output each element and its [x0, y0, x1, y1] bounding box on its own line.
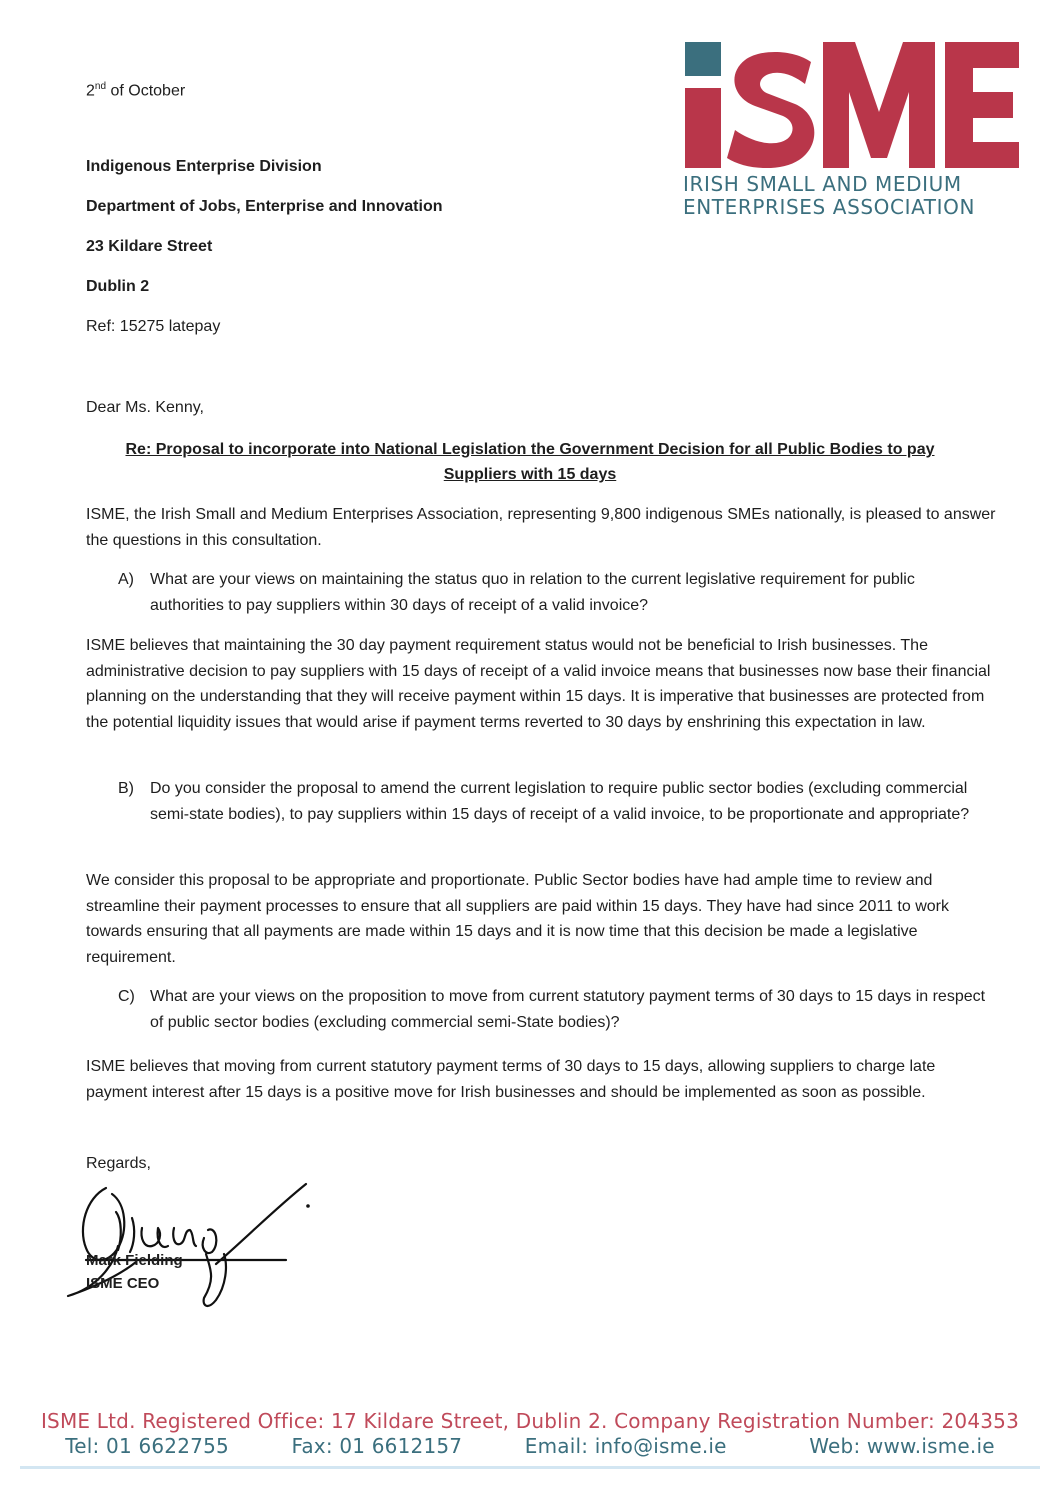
signatory-name: Mark Fielding	[86, 1252, 183, 1269]
logo-tagline-line1: IRISH SMALL AND MEDIUM	[683, 172, 962, 196]
subject-line2: Suppliers with 15 days	[443, 466, 617, 483]
footer-divider	[20, 1466, 1040, 1469]
recipient-line2: Department of Jobs, Enterprise and Innovation	[86, 198, 443, 215]
answer-c-paragraph: ISME believes that moving from current statutory payment terms of 30 days to 15 days, allowing suppliers to charge late payment interest after 15 days is a positive move for Irish businesses and should be implemented as soon as possible.	[86, 1058, 936, 1101]
footer-fax: Fax: 01 6612157	[291, 1434, 463, 1458]
intro-paragraph: ISME, the Irish Small and Medium Enterprises Association, representing 9,800 indigenous SMEs nationally, is pleased to answer the questions in this consultation.	[86, 506, 996, 549]
question-c-letter: C)	[118, 988, 135, 1005]
signatory-title: ISME CEO	[86, 1275, 160, 1292]
subject-line1: Re: Proposal to incorporate into National Legislation the Government Decision for all Public Bodies to pay	[125, 441, 935, 458]
closing: Regards,	[86, 1155, 151, 1172]
reference: Ref: 15275 latepay	[86, 318, 221, 335]
answer-a-paragraph: ISME believes that maintaining the 30 day payment requirement status would not be beneficial to Irish businesses. The administrative decision to pay suppliers with 15 days of receipt of a valid invoice means that businesses now base their financial planning on the understanding that they will receive payment within 15 days. It is imperative that businesses are protected from the potential liquidity issues that would arise if payment terms reverted to 30 days by enshrining this expectation in law.	[86, 637, 991, 731]
question-a-text: What are your views on maintaining the status quo in relation to the current legislative requirement for public authorities to pay suppliers within 30 days of receipt of a valid invoice?	[150, 571, 915, 614]
footer-email: Email: info@isme.ie	[524, 1434, 727, 1458]
footer-contacts	[0, 1434, 1060, 1458]
letter-date	[86, 74, 185, 104]
date-suffix: nd	[94, 81, 107, 92]
question-b-text: Do you consider the proposal to amend the current legislation to require public sector bodies (excluding commercial semi-state bodies), to pay suppliers within 15 days of receipt of a valid invoice, to be proportionate and appropriate?	[150, 780, 970, 823]
subject-heading	[80, 437, 980, 487]
logo-tagline-line2: ENTERPRISES ASSOCIATION	[683, 195, 976, 219]
recipient-line3: 23 Kildare Street	[86, 238, 213, 255]
footer-tel: Tel: 01 6622755	[65, 1434, 229, 1458]
question-b-letter: B)	[118, 780, 134, 797]
recipient-line1: Indigenous Enterprise Division	[86, 158, 322, 175]
answer-b-paragraph: We consider this proposal to be appropriate and proportionate. Public Sector bodies have had ample time to review and streamline their payment processes to ensure that all suppliers are paid within 15 days. They have had since 2011 to work towards ensuring that all payments are made within 15 days and it is now time that this decision be made a legislative requirement.	[86, 872, 949, 966]
footer-company: ISME Ltd.	[40, 1409, 136, 1433]
footer-registered-office: Registered Office: 17 Kildare Street, Dublin 2. Company Registration Number: 204353	[142, 1409, 1020, 1433]
isme-wordmark-graphic	[683, 40, 1023, 170]
question-a-letter: A)	[118, 571, 134, 588]
footer-registration	[0, 1409, 1060, 1433]
question-c-text: What are your views on the proposition to move from current statutory payment terms of 30 days to 15 days in respect of public sector bodies (excluding commercial semi-State bodies)?	[150, 988, 986, 1031]
date-day: 2	[86, 82, 95, 100]
footer-web: Web: www.isme.ie	[809, 1434, 995, 1458]
date-rest: of October	[106, 82, 186, 100]
isme-logo	[683, 40, 1023, 225]
recipient-line4: Dublin 2	[86, 278, 150, 295]
salutation: Dear Ms. Kenny,	[86, 399, 204, 416]
